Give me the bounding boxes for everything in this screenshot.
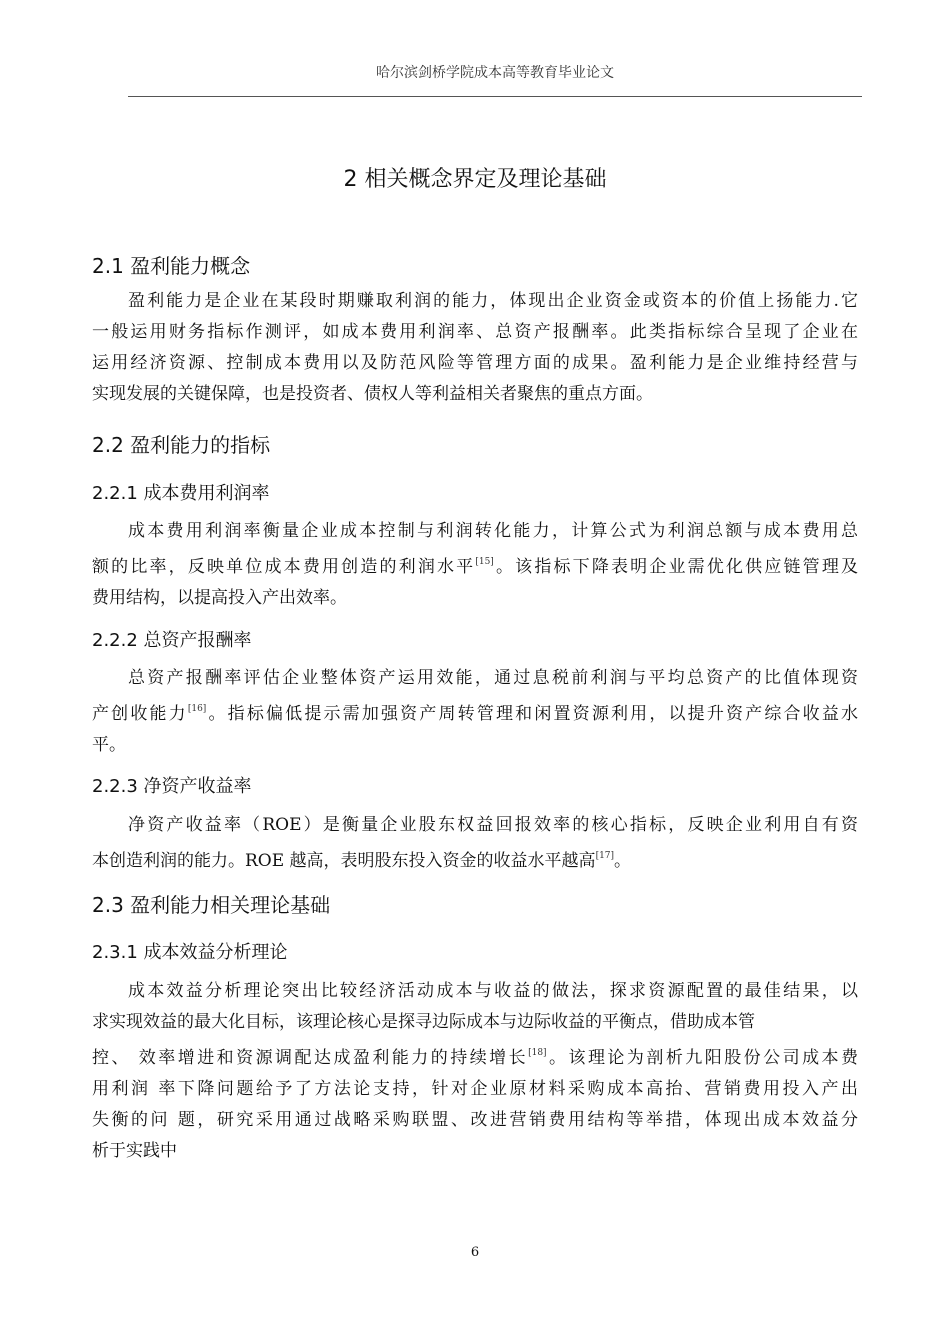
paragraph-line: 费用结构，以提高投入产出效率。: [92, 588, 347, 608]
section-2-1-paragraph: [92, 286, 858, 410]
page-number: 6: [470, 1245, 480, 1260]
paragraph-text: 本创造利润的能力。ROE 越高，表明股东投入资金的收益水平越高: [92, 851, 596, 871]
section-2-2-heading: 2.2 盈利能力的指标: [92, 433, 271, 457]
citation-15: [15]: [475, 557, 494, 567]
paragraph-line: 成本费用利润率衡量企业成本控制与利润转化能力，计算公式为利润总额与成本费用总: [128, 521, 858, 541]
section-2-2-2-heading: 2.2.2 总资产报酬率: [92, 630, 252, 651]
section-2-3-heading: 2.3 盈利能力相关理论基础: [92, 893, 331, 917]
paragraph-line-with-citation: [92, 841, 858, 877]
paragraph-text: 。指标偏低提示需加强资产周转管理和闲置资源利用，以提升资产综合收益水: [206, 704, 859, 724]
paragraph-text: 产创收能力: [92, 704, 188, 724]
paragraph-text: 控、 效率增进和资源调配达成盈利能力的持续增长: [92, 1048, 529, 1068]
section-2-1-heading: 2.1 盈利能力概念: [92, 254, 251, 278]
section-2-2-3-heading: 2.2.3 净资产收益率: [92, 776, 252, 797]
paragraph-text: 额的比率，反映单位成本费用创造的利润水平: [92, 557, 476, 577]
header-divider: [128, 96, 862, 97]
paragraph-line: 用利润 率下降问题给予了方法论支持，针对企业原材料采购成本高抬、营销费用投入产出: [92, 1079, 858, 1099]
paragraph-line: 失衡的问 题，研究采用通过战略采购联盟、改进营销费用结构等举措，体现出成本效益分: [92, 1110, 858, 1130]
paragraph-line: 求实现效益的最大化目标，该理论核心是探寻边际成本与边际收益的平衡点，借助成本管: [92, 1012, 755, 1032]
citation-16: [16]: [187, 704, 207, 714]
paragraph-line: 析于实践中: [92, 1141, 177, 1161]
paragraph-line-with-citation: [92, 1038, 858, 1074]
paragraph-text: 。该指标下降表明企业需优化供应链管理及: [493, 557, 859, 577]
paragraph-line: 成本效益分析理论突出比较经济活动成本与收益的做法，探求资源配置的最佳结果，以: [128, 981, 858, 1001]
section-2-3-1-heading: 2.3.1 成本效益分析理论: [92, 942, 288, 963]
page-header-title: 哈尔滨剑桥学院成本高等教育毕业论文: [376, 65, 614, 81]
section-2-2-1-paragraph: [92, 516, 858, 614]
section-2-2-2-paragraph: [92, 663, 858, 761]
paragraph-line: 净资产收益率（ROE）是衡量企业股东权益回报效率的核心指标，反映企业利用自有资: [128, 815, 858, 835]
paragraph-line: 盈利能力是企业在某段时期赚取利润的能力，体现出企业资金或资本的价值上扬能力.它: [128, 291, 858, 311]
section-2-3-1-paragraph: [92, 976, 858, 1167]
paragraph-line: 平。: [92, 735, 126, 755]
chapter-title: 2 相关概念界定及理论基础: [343, 167, 607, 192]
paragraph-text: 。该理论为剖析九阳股份公司成本费: [546, 1048, 859, 1068]
paragraph-line: 运用经济资源、控制成本费用以及防范风险等管理方面的成果。盈利能力是企业维持经营与: [92, 353, 858, 373]
paragraph-line: 总资产报酬率评估企业整体资产运用效能，通过息税前利润与平均总资产的比值体现资: [128, 668, 858, 688]
citation-18: [18]: [528, 1048, 547, 1058]
citation-17: [17]: [595, 851, 615, 861]
paragraph-line-with-citation: [92, 547, 858, 583]
paragraph-text: 。: [614, 851, 632, 871]
paragraph-line-with-citation: [92, 694, 858, 730]
paragraph-line: 一般运用财务指标作测评，如成本费用利润率、总资产报酬率。此类指标综合呈现了企业在: [92, 322, 858, 342]
section-2-2-1-heading: 2.2.1 成本费用利润率: [92, 483, 270, 504]
section-2-2-3-paragraph: [92, 810, 858, 877]
paragraph-line: 实现发展的关键保障，也是投资者、债权人等利益相关者聚焦的重点方面。: [92, 384, 653, 404]
